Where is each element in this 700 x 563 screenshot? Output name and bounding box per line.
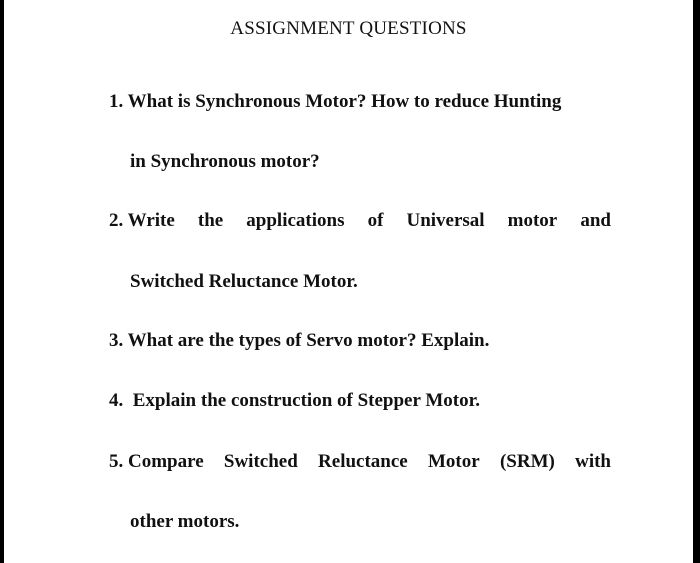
question-2-word: of [367, 210, 384, 231]
question-2-word: and [580, 210, 611, 231]
question-5-word: with [575, 451, 611, 472]
question-5-word: 5. Compare [109, 451, 204, 472]
question-1-line-1: 1. What is Synchronous Motor? How to reduce Hunting [109, 91, 562, 112]
question-5-word: Reluctance [318, 451, 408, 472]
question-2-word: 2. Write [109, 210, 175, 231]
question-2-word: motor [507, 210, 558, 231]
question-5-line-1 [109, 451, 611, 473]
page-title: ASSIGNMENT QUESTIONS [230, 18, 467, 39]
question-2-word: the [197, 210, 224, 231]
question-2-word: applications [246, 210, 345, 231]
question-2-line-2: Switched Reluctance Motor. [130, 271, 358, 292]
question-1-line-2: in Synchronous motor? [130, 151, 320, 172]
document-page [4, 0, 693, 563]
question-2-word: Universal [406, 210, 485, 231]
question-5-word: (SRM) [499, 451, 555, 472]
question-5-word: Motor [428, 451, 480, 472]
question-2-line-1 [109, 210, 611, 232]
question-5-word: Switched [223, 451, 298, 472]
question-4-line-1: 4. Explain the construction of Stepper Motor. [109, 390, 481, 411]
question-3-line-1: 3. What are the types of Servo motor? Explain. [109, 330, 490, 351]
question-5-line-2: other motors. [130, 511, 240, 532]
